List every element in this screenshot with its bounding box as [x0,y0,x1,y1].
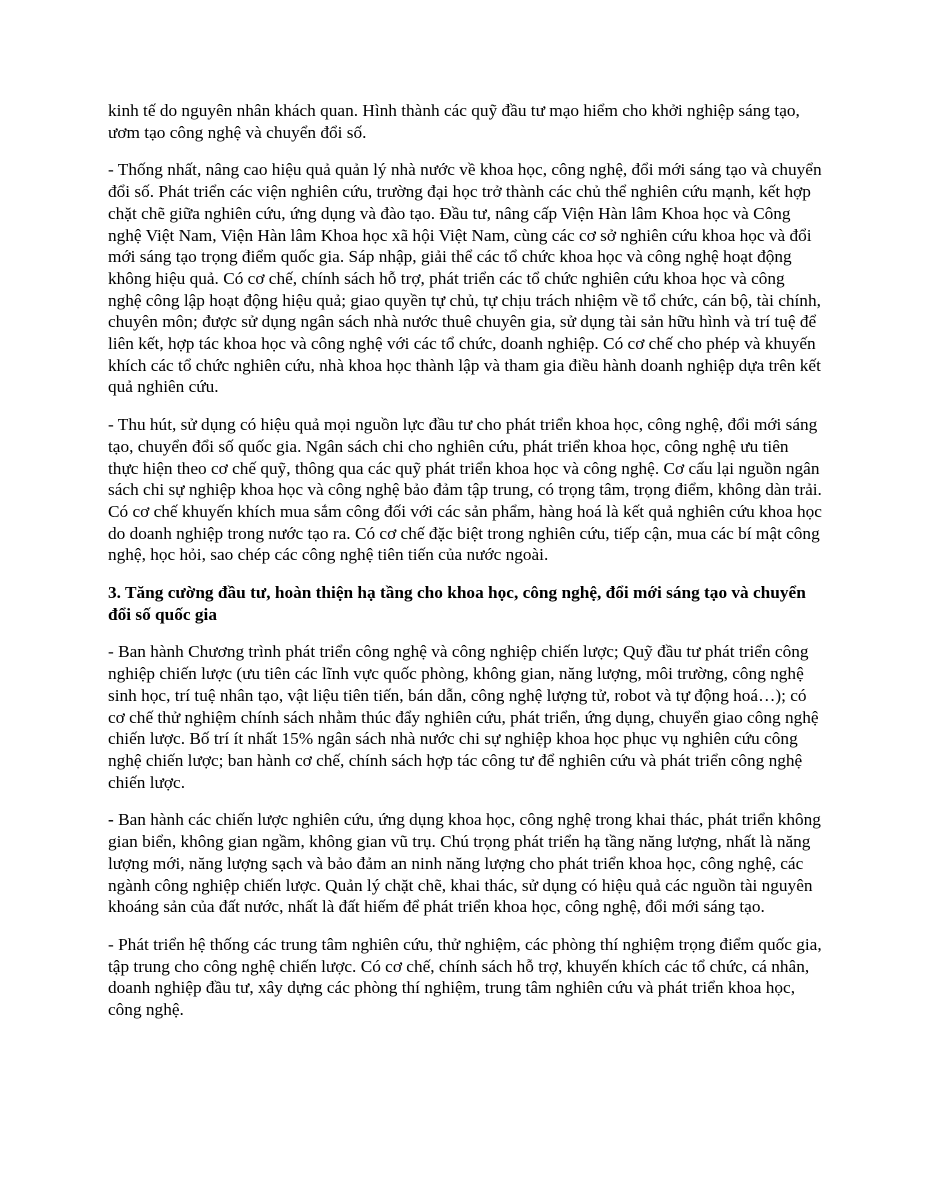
paragraph-bold-dash: - [108,810,114,830]
section-heading-3: 3. Tăng cường đầu tư, hoàn thiện hạ tầng cho khoa học, công nghệ, đổi mới sáng tạo và chuyển đổi số quốc gia [108,583,806,624]
paragraph-strategic-technology-program: - Ban hành Chương trình phát triển công nghệ và công nghiệp chiến lược; Quỹ đầu tư phát triển công nghiệp chiến lược (ưu tiên các lĩnh vực quốc phòng, không gian, năng lượng, môi trường, công nghệ sinh học, trí tuệ nhân tạo, vật liệu tiên tiến, bán dẫn, công nghệ lượng tử, robot và tự động hoá…); có cơ chế thử nghiệm chính sách nhằm thúc đẩy nghiên cứu, phát triển, ứng dụng, chuyển giao công nghệ chiến lược. Bố trí ít nhất 15% ngân sách nhà nước chi sự nghiệp khoa học phục vụ nghiên cứu công nghệ chiến lược; ban hành cơ chế, chính sách hợp tác công tư để nghiên cứu và phát triển công nghệ chiến lược. [108,642,819,792]
paragraph-continuation: kinh tế do nguyên nhân khách quan. Hình thành các quỹ đầu tư mạo hiểm cho khởi nghiệp sáng tạo, ươm tạo công nghệ và chuyển đổi số. [108,101,800,142]
paragraph-research-centers: - Phát triển hệ thống các trung tâm nghiên cứu, thử nghiệm, các phòng thí nghiệm trọng điểm quốc gia, tập trung cho công nghệ chiến lược. Có cơ chế, chính sách hỗ trợ, khuyến khích các tổ chức, cá nhân, doanh nghiệp đầu tư, xây dựng các phòng thí nghiệm, trung tâm nghiên cứu và phát triển khoa học, công nghệ. [108,934,822,1020]
document-page [108,100,822,1037]
paragraph-attract-resources: - Thu hút, sử dụng có hiệu quả mọi nguồn lực đầu tư cho phát triển khoa học, công nghệ, đổi mới sáng tạo, chuyển đổi số quốc gia. Ngân sách chi cho nghiên cứu, phát triển khoa học, công nghệ ưu tiên thực hiện theo cơ chế quỹ, thông qua các quỹ phát triển khoa học và công nghệ. Cơ cấu lại nguồn ngân sách chi sự nghiệp khoa học và công nghệ bảo đảm tập trung, có trọng tâm, trọng điểm, không dàn trải. Có cơ chế khuyến khích mua sắm công đối với các sản phẩm, hàng hoá là kết quả nghiên cứu khoa học do doanh nghiệp trong nước tạo ra. Có cơ chế đặc biệt trong nghiên cứu, tiếp cận, mua các bí mật công nghệ, học hỏi, sao chép các công nghệ tiên tiến của nước ngoài. [108,415,822,565]
paragraph-unify-state-management: - Thống nhất, nâng cao hiệu quả quản lý nhà nước về khoa học, công nghệ, đổi mới sáng tạo và chuyển đổi số. Phát triển các viện nghiên cứu, trường đại học trở thành các chủ thể nghiên cứu mạnh, kết hợp chặt chẽ giữa nghiên cứu, ứng dụng và đào tạo. Đầu tư, nâng cấp Viện Hàn lâm Khoa học và Công nghệ Việt Nam, Viện Hàn lâm Khoa học xã hội Việt Nam, cùng các cơ sở nghiên cứu khoa học và đổi mới sáng tạo trọng điểm quốc gia. Sáp nhập, giải thể các tổ chức khoa học và công nghệ hoạt động không hiệu quả. Có cơ chế, chính sách hỗ trợ, phát triển các tổ chức nghiên cứu khoa học và công nghệ công lập hoạt động hiệu quả; giao quyền tự chủ, tự chịu trách nhiệm về tổ chức, cán bộ, tài chính, chuyên môn; được sử dụng ngân sách nhà nước thuê chuyên gia, sử dụng tài sản hữu hình và trí tuệ để liên kết, hợp tác khoa học và công nghệ với các tổ chức, doanh nghiệp. Có cơ chế cho phép và khuyến khích các tổ chức nghiên cứu, nhà khoa học thành lập và tham gia điều hành doanh nghiệp dựa trên kết quả nghiên cứu. [108,160,822,397]
paragraph-research-strategies-text: Ban hành các chiến lược nghiên cứu, ứng dụng khoa học, công nghệ trong khai thác, phát triển không gian biển, không gian ngầm, không gian vũ trụ. Chú trọng phát triển hạ tầng năng lượng, nhất là năng lượng mới, năng lượng sạch và bảo đảm an ninh năng lượng cho phát triển khoa học, công nghệ, các ngành công nghiệp chiến lược. Quản lý chặt chẽ, khai thác, sử dụng có hiệu quả các nguồn tài nguyên khoáng sản của đất nước, nhất là đất hiếm để phát triển khoa học, công nghệ, đổi mới sáng tạo. [108,810,821,917]
paragraph-research-strategies [108,809,822,918]
